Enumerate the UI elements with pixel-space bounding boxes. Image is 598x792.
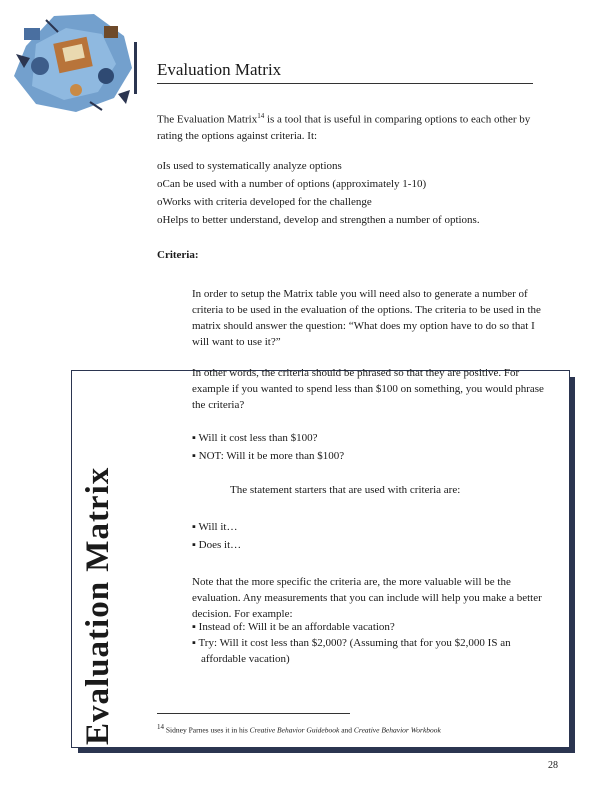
intro-text-start: The Evaluation Matrix <box>157 113 258 126</box>
bullet-marker: o <box>157 160 163 172</box>
list-item: ▪ Will it cost less than $100? <box>192 432 318 444</box>
criteria-paragraph-1: In order to setup the Matrix table you will need also to generate a number of criteria to be used in the evaluation of the options. The criteria to be used in the matrix should answer the question: “What does my option have to do so that I will want to use it?” <box>192 288 541 348</box>
criteria-heading: Criteria: <box>157 249 199 261</box>
starter-list <box>192 518 241 554</box>
criteria-paragraph-3: Note that the more specific the criteria are, the more valuable will be the evaluation. Any measurements that you can include will help you make a better decision. For example: <box>192 576 542 620</box>
criteria-examples <box>192 429 344 465</box>
footnote-rule <box>157 713 350 714</box>
feature-list <box>157 157 577 229</box>
criteria-box <box>71 370 570 748</box>
bullet-marker: o <box>157 214 163 226</box>
bullet-marker: o <box>157 178 163 190</box>
title-rule <box>157 83 533 84</box>
list-item: ▪ Does it… <box>192 539 242 551</box>
list-item: ▪ Try: Will it cost less than $2,000? (Assuming that for you $2,000 IS an <box>192 637 511 649</box>
footnote: $^{14}$ Sidney Parnes uses it in his Creative Behavior Guidebook and Creative Behavior Workbook <box>157 723 441 735</box>
list-item: ▪ Instead of: Will it be an affordable vacation? <box>192 621 395 633</box>
page-number: 28 <box>548 760 558 771</box>
side-title: Evaluation Matrix <box>80 466 116 745</box>
square-bullet: ▪ <box>192 539 196 551</box>
list-item: oHelps to better understand, develop and strengthen a number of options. <box>157 214 480 226</box>
list-item: oIs used to systematically analyze options <box>157 160 342 172</box>
square-bullet: ▪ <box>192 621 196 633</box>
header-divider <box>134 42 137 94</box>
criteria-paragraph-2: In other words, the criteria should be phrased so that they are positive. For example if you wanted to spend less than $100 on something, you would phrase the criteria? <box>192 367 544 411</box>
intro-paragraph <box>157 108 557 144</box>
square-bullet: ▪ <box>192 637 196 649</box>
list-item: oCan be used with a number of options (approximately 1-10) <box>157 178 427 190</box>
specific-examples <box>192 619 552 667</box>
list-item: ▪ Will it… <box>192 521 238 533</box>
square-bullet: ▪ <box>192 432 196 444</box>
footnote-reference: 14 <box>257 112 265 120</box>
square-bullet: ▪ <box>192 521 196 533</box>
bullet-marker: o <box>157 196 163 208</box>
list-item-continuation: affordable vacation) <box>201 653 290 665</box>
list-item: oWorks with criteria developed for the challenge <box>157 196 372 208</box>
globe-collage-illustration <box>6 6 138 118</box>
intro-text-end: is a tool that is useful in comparing options to each other by rating the options against criteria. It: <box>157 113 531 142</box>
page-title: Evaluation Matrix <box>157 60 282 79</box>
list-item: ▪ NOT: Will it be more than $100? <box>192 450 345 462</box>
square-bullet: ▪ <box>192 450 196 462</box>
starters-intro: The statement starters that are used with criteria are: <box>230 484 461 496</box>
book-title: Creative Behavior Guidebook <box>249 725 340 735</box>
book-title: Creative Behavior Workbook <box>353 725 441 735</box>
footnote-number: 14 <box>157 723 164 731</box>
